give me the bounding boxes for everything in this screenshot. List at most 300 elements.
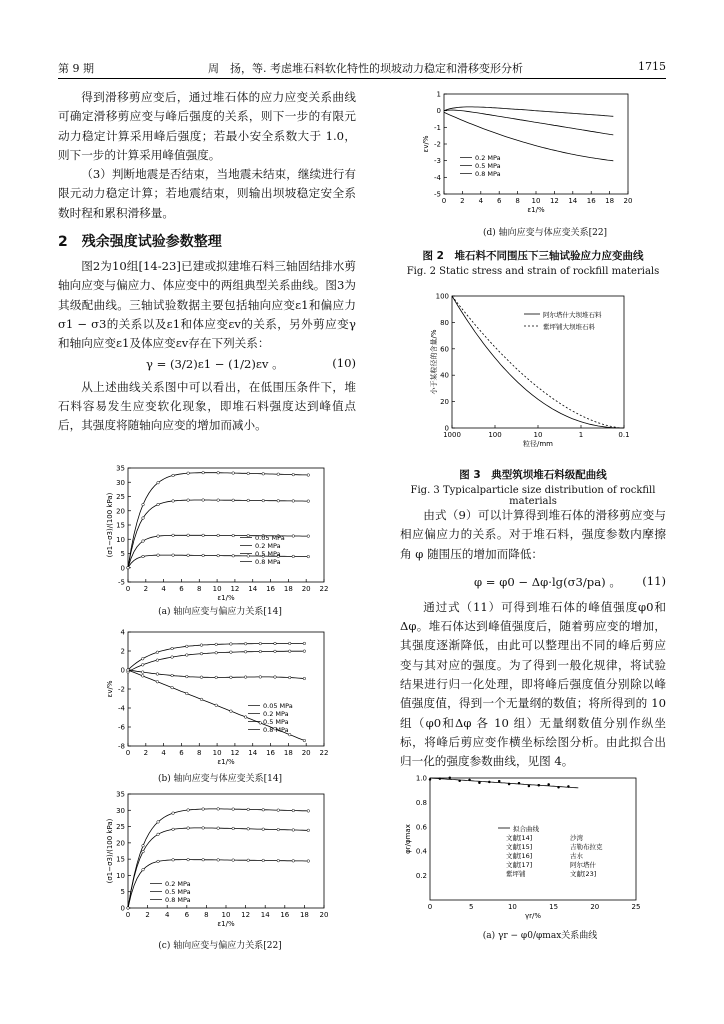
y-tick-label: 100	[435, 292, 449, 301]
y-tick-label: 25	[116, 493, 125, 501]
series-line-a-2-marker	[157, 535, 160, 538]
y-tick-label: 35	[116, 464, 125, 473]
x-tick-label: 0	[125, 585, 131, 593]
series-line-c-2-marker	[292, 860, 295, 863]
page-number: 1715	[638, 60, 666, 73]
data-point	[538, 784, 540, 786]
legend-entry: 文献[16]	[506, 852, 533, 860]
x-tick-label: 8	[197, 585, 202, 593]
y-tick-label: -8	[118, 742, 125, 751]
y-tick-label: 35	[116, 790, 125, 799]
legend-entry: 拟合曲线	[513, 825, 539, 833]
x-tick-label: 22	[319, 749, 329, 757]
legend-entry: 0.5 MPa	[165, 888, 191, 896]
legend-entry: 阿尔塔什大坝堆石料	[543, 311, 602, 319]
series-line-b-0-marker	[141, 657, 144, 660]
series-line-a-1-marker	[172, 500, 175, 503]
x-tick-label: 18	[605, 197, 615, 205]
series-line-a-3-marker	[142, 555, 145, 558]
series-line-b-3-marker	[171, 686, 174, 689]
x-tick-label: 14	[260, 911, 270, 919]
series-line-c-0-marker	[172, 812, 175, 815]
legend-entry: 0.5 MPa	[475, 162, 501, 170]
x-tick-label: 4	[478, 197, 484, 205]
series-line-a-1-marker	[142, 517, 145, 520]
series-line-b-0-marker	[171, 647, 174, 650]
x-tick-label: 20	[623, 197, 633, 205]
series-line-b-2-marker	[156, 673, 159, 676]
section-heading: 2 残余强度试验参数整理	[58, 234, 222, 251]
x-tick-label: 18	[299, 911, 309, 919]
series-line-c-2-marker	[142, 868, 145, 871]
series-line-b-2-marker	[186, 675, 189, 678]
series-line-d-2	[444, 112, 613, 161]
data-point	[557, 786, 559, 788]
series-line-c-2-marker	[217, 859, 220, 862]
x-tick-label: 1	[578, 431, 584, 439]
series-line-b-3-marker	[230, 710, 233, 713]
plot-frame	[444, 94, 628, 194]
y-tick-label: 80	[440, 318, 449, 327]
x-tick-label: 4	[164, 911, 170, 919]
legend-entry: 文献[14]	[506, 834, 533, 842]
series-line-c-1-marker	[187, 827, 190, 830]
series-line-c-1-marker	[217, 827, 220, 830]
series-line-b-1-marker	[244, 650, 247, 653]
legend-entry: 沙湾	[570, 834, 583, 842]
x-tick-label: 8	[515, 197, 520, 205]
data-point	[429, 778, 431, 780]
legend-entry: 文献[23]	[570, 870, 597, 878]
series-line-c-1-marker	[232, 827, 235, 830]
x-axis-label: γr/%	[524, 912, 542, 920]
data-point	[547, 783, 549, 785]
legend-entry: 文献[17]	[506, 861, 533, 869]
y-tick-label: 30	[116, 806, 125, 815]
data-point	[567, 785, 569, 787]
x-tick-label: 8	[204, 911, 209, 919]
x-tick-label: 12	[230, 585, 240, 593]
series-line-b-1-marker	[274, 650, 277, 653]
data-point	[439, 777, 441, 779]
series-line-c-1-marker	[277, 828, 280, 831]
y-tick-label: -2	[434, 140, 441, 149]
y-tick-label: 20	[440, 398, 449, 407]
chart-a-caption: (a) 轴向应变与偏应力关系[14]	[158, 607, 282, 617]
series-line-a-3-marker	[172, 554, 175, 557]
chart-b-caption: (b) 轴向应变与体应变关系[14]	[157, 774, 283, 784]
series-line-a-1-marker	[157, 503, 160, 506]
x-tick-label: 18	[283, 749, 293, 757]
legend-entry: 紫坪铺大坝堆石料	[543, 323, 595, 331]
series-line-b-1-marker	[200, 652, 203, 655]
y-tick-label: 0.2	[415, 872, 427, 881]
series-line-a-0-marker	[157, 481, 160, 484]
x-tick-label: 5	[468, 903, 474, 911]
y-tick-label: 0	[120, 666, 125, 675]
series-line-c-2-marker	[307, 860, 310, 863]
x-tick-label: 22	[319, 585, 329, 593]
paragraph-2: （3）判断地震是否结束，当地震未结束，继续进行有限元动力稳定计算；若地震结束，则输出坝坡稳定安全系数时程和累积滑移量。	[58, 167, 356, 220]
x-tick-label: 0	[125, 749, 131, 757]
x-tick-label: 16	[586, 197, 596, 205]
y-tick-label: 10	[116, 871, 125, 880]
series-line-b-0-marker	[230, 643, 233, 646]
x-tick-label: 25	[631, 903, 641, 911]
y-tick-label: -2	[118, 685, 125, 694]
series-line-c-0-marker	[142, 844, 145, 847]
series-line-b-0-marker	[274, 642, 277, 645]
figure-2-caption-cn: 图 2 堆石料不同围压下三轴试验应力应变曲线	[422, 250, 644, 262]
series-line-c-2-marker	[247, 859, 250, 862]
x-tick-label: 14	[248, 749, 258, 757]
series-line-a-2-marker	[232, 534, 235, 537]
legend-entry: 0.8 MPa	[255, 558, 281, 566]
series-line-b-1-marker	[156, 659, 159, 662]
x-tick-label: 10	[221, 911, 231, 919]
y-tick-label: 0	[120, 564, 125, 573]
x-tick-label: 14	[248, 585, 258, 593]
series-line-c-1-marker	[247, 828, 250, 831]
y-axis-label: εv/%	[422, 135, 430, 153]
x-tick-label: 0	[441, 197, 447, 205]
series-line-a-3-marker	[202, 554, 205, 557]
y-tick-label: -1	[434, 123, 441, 132]
y-tick-label: -4	[434, 173, 441, 182]
y-tick-label: 5	[120, 550, 125, 558]
series-line-b-0-marker	[288, 642, 291, 645]
y-tick-label: 40	[440, 371, 449, 380]
y-tick-label: 0	[444, 424, 449, 433]
series-line-a-0-marker	[247, 472, 250, 475]
series-line-b-3-marker	[215, 704, 218, 707]
x-tick-label: 12	[241, 911, 251, 919]
x-tick-label: 0	[125, 911, 131, 919]
series-line-a-2-marker	[217, 534, 220, 537]
series-line-b-1-marker	[288, 650, 291, 653]
y-tick-label: 4	[120, 628, 125, 637]
y-tick-label: 2	[120, 647, 125, 656]
chart-b-volumetric-strain	[100, 628, 330, 768]
x-tick-label: 6	[184, 911, 190, 919]
series-line-b-0-marker	[200, 644, 203, 647]
data-point	[508, 783, 510, 785]
series-line-b-0	[128, 643, 304, 670]
y-tick-label: 0.4	[415, 847, 427, 856]
series-line-a-0-marker	[292, 473, 295, 476]
series-line-c-2-marker	[277, 859, 280, 862]
x-tick-label: 100	[488, 431, 502, 439]
series-line-b-0-marker	[259, 642, 262, 645]
legend-entry: 吉勒布拉克	[570, 843, 603, 851]
legend-entry: 阿尔塔什	[570, 861, 596, 869]
series-line-b-0-marker	[156, 651, 159, 654]
x-axis-label: 粒径/mm	[523, 440, 553, 448]
y-tick-label: 0.6	[415, 823, 427, 832]
y-tick-label: 25	[116, 823, 125, 832]
y-tick-label: -4	[118, 704, 125, 713]
y-tick-label: -5	[434, 190, 441, 199]
series-line-b-2-marker	[171, 674, 174, 677]
x-tick-label: 2	[460, 197, 465, 205]
series-line-c-0-marker	[307, 810, 310, 813]
series-line-b-3-marker	[200, 698, 203, 701]
series-line-c-2-marker	[202, 858, 205, 861]
series-line-b-1-marker	[186, 654, 189, 657]
series-line-a-2-marker	[292, 535, 295, 538]
series-line-a-0-marker	[202, 471, 205, 474]
equation-11-number: (11)	[642, 573, 666, 588]
figure-3-gradation-chart	[414, 292, 644, 452]
x-axis-label: ε1/%	[527, 206, 545, 214]
series-line-b-3-marker	[186, 692, 189, 695]
x-tick-label: 18	[283, 585, 293, 593]
chart-c-caption: (c) 轴向应变与偏应力关系[22]	[158, 941, 282, 951]
series-line-b-0-marker	[244, 642, 247, 645]
series-line-b-3-marker	[141, 675, 144, 678]
series-line-a-3-marker	[307, 555, 310, 558]
series-line-b-2-marker	[259, 676, 262, 679]
series-line-b-3-marker	[259, 722, 262, 725]
chart-d-volumetric-strain	[410, 88, 650, 214]
y-tick-label: -3	[434, 157, 441, 166]
plot-frame	[430, 778, 636, 900]
paragraph-6: 通过式（11）可得到堆石体的峰值强度φ0和Δφ。堆石体达到峰值强度后，随着剪应变的增加，其强度逐渐降低，由此可以整理出不同的峰后剪应变与其对应的强度。为了得到一般化规律，将试验结果进行归一化处理，即将峰后强度值分别除以峰值强度值，得到一个无量纲的数值；将所得到的 10 组（φ0和Δφ 各 10 组）无量纲数值分别作纵坐标，将峰后剪应变作横坐标绘图分析。由此拟合出归一化的强度参数曲线，见图 4。	[400, 599, 666, 769]
series-line-a-0	[128, 473, 308, 568]
series-line-a-0-marker	[232, 472, 235, 475]
series-line-a-1-marker	[202, 499, 205, 502]
plot-frame	[128, 468, 324, 582]
series-line-c-0-marker	[187, 809, 190, 812]
x-tick-label: 12	[230, 749, 240, 757]
series-line-b-3-marker	[288, 733, 291, 736]
plot-frame	[128, 632, 324, 746]
running-header	[58, 60, 666, 76]
series-line-b-2-marker	[244, 676, 247, 679]
x-tick-label: 0.1	[618, 431, 630, 439]
series-line-b-0-marker	[215, 643, 218, 646]
y-tick-label: 30	[116, 478, 125, 487]
series-line-c-0-marker	[292, 809, 295, 812]
series-line-d-1	[444, 110, 613, 135]
x-tick-label: 8	[197, 749, 202, 757]
series-line-a-3-marker	[292, 555, 295, 558]
series-line-a-2-marker	[142, 540, 145, 543]
figure-3-caption-cn: 图 3 典型筑坝堆石料级配曲线	[459, 469, 607, 481]
series-line-b-1-marker	[171, 656, 174, 659]
series-line-a-2-marker	[247, 534, 250, 537]
legend-entry: 紫坪铺	[506, 870, 526, 878]
x-tick-label: 16	[266, 749, 276, 757]
series-line-b-1-marker	[303, 650, 306, 653]
series-line-c-2-marker	[172, 859, 175, 862]
series-line-c-0-marker	[217, 808, 220, 811]
figure-4-caption: (a) γr − φ0/φmax关系曲线	[482, 931, 598, 941]
series-line-c-1-marker	[142, 850, 145, 853]
series-line-a-0-marker	[307, 474, 310, 477]
y-tick-label: 0	[436, 107, 441, 116]
y-axis-label: φr/φmax	[404, 824, 412, 854]
series-line-b-2-marker	[274, 676, 277, 679]
series-line-b-0-marker	[186, 645, 189, 648]
series-line-b-3-marker	[244, 716, 247, 719]
series-line-c-2-marker	[262, 859, 265, 862]
series-line-b-2-marker	[200, 676, 203, 679]
series-line-a-1-marker	[292, 500, 295, 503]
series-line-a-0-marker	[217, 471, 220, 474]
data-point	[518, 782, 520, 784]
legend-entry: 0.8 MPa	[165, 896, 191, 904]
y-tick-label: -5	[118, 578, 125, 587]
x-tick-label: 10	[531, 197, 541, 205]
legend-entry: 0.5 MPa	[263, 718, 289, 726]
series-line-a-3-marker	[157, 554, 160, 557]
y-axis-label: (σ1−σ3)/(100 kPa)	[106, 492, 114, 558]
data-point	[498, 780, 500, 782]
series-line-c-2-marker	[157, 860, 160, 863]
series-line-a-1-marker	[217, 499, 220, 502]
series-line-b-1-marker	[141, 664, 144, 667]
series-line-b-3-marker	[156, 680, 159, 683]
y-tick-label: 60	[440, 345, 449, 354]
equation-10-formula: γ = (3/2)ε1 − (1/2)εv 。	[146, 356, 284, 371]
y-tick-label: 5	[120, 888, 125, 897]
series-line-c-0-marker	[262, 808, 265, 811]
running-title: 周 扬，等. 考虑堆石料软化特性的坝坡动力稳定和滑移变形分析	[208, 62, 523, 75]
series-line-c-0-marker	[247, 808, 250, 811]
x-tick-label: 1000	[443, 431, 461, 439]
y-tick-label: 10	[116, 535, 125, 544]
series-line-a-0-marker	[262, 473, 265, 476]
y-tick-label: 1.0	[415, 774, 427, 783]
paragraph-5: 由式（9）可以计算得到堆石体的滑移剪应变与相应偏应力的关系。对于堆石料，强度参数内摩擦角 φ 随围压的增加而降低：	[400, 508, 666, 561]
series-line-a-3-marker	[217, 554, 220, 557]
equation-11	[400, 564, 666, 598]
legend-entry: 古水	[570, 852, 583, 860]
equation-10-number: (10)	[332, 355, 356, 370]
series-line-b-2-marker	[230, 676, 233, 679]
legend-entry: 0.05 MPa	[263, 702, 293, 710]
series-line-a-2-marker	[172, 534, 175, 537]
y-tick-label: 20	[116, 507, 125, 516]
x-tick-label: 2	[145, 911, 150, 919]
data-point	[468, 779, 470, 781]
series-line-b-1-marker	[259, 650, 262, 653]
x-tick-label: 4	[161, 749, 166, 757]
x-tick-label: 6	[179, 749, 184, 757]
series-line-c-1-marker	[262, 828, 265, 831]
series-line-c-1-marker	[157, 833, 160, 836]
x-axis-label: ε1/%	[217, 594, 235, 602]
paragraph-1: 得到滑移剪应变后，通过堆石体的应力应变关系曲线可确定滑移剪应变与峰后强度的关系，则下一步的有限元动力稳定计算采用峰后强度；若最小安全系数大于 1.0，则下一步的计算采用峰值强度。	[58, 90, 356, 162]
series-line-c-0-marker	[232, 808, 235, 811]
y-tick-label: -6	[118, 723, 125, 732]
series-line-b-2-marker	[288, 676, 291, 679]
y-axis-label: εv/%	[106, 680, 114, 698]
series-line-c-0-marker	[202, 808, 205, 811]
x-axis-label: ε1/%	[217, 758, 235, 766]
series-line-a-2-marker	[187, 534, 190, 537]
series-line-a-1-marker	[232, 499, 235, 502]
series-line-a-1-marker	[262, 499, 265, 502]
figure-2-caption-en: Fig. 2 Static stress and strain of rockfill materials	[406, 266, 660, 277]
left-column	[58, 88, 356, 435]
y-tick-label: 0	[120, 904, 125, 913]
x-tick-label: 0	[427, 903, 433, 911]
series-line-a-1-marker	[307, 500, 310, 503]
x-tick-label: 4	[161, 585, 166, 593]
series-line-c-1-marker	[202, 827, 205, 830]
data-point	[528, 785, 530, 787]
x-tick-label: 10	[212, 585, 222, 593]
series-line-c-0-marker	[277, 809, 280, 812]
y-tick-label: 0.8	[415, 798, 427, 807]
series-line-c-1-marker	[292, 829, 295, 832]
x-tick-label: 20	[301, 585, 311, 593]
x-tick-label: 15	[549, 903, 559, 911]
legend-entry: 0.5 MPa	[255, 550, 281, 558]
x-tick-label: 2	[143, 749, 149, 757]
series-line-a-2-marker	[202, 534, 205, 537]
series-line-b-1-marker	[215, 651, 218, 654]
data-point	[478, 782, 480, 784]
data-point	[458, 780, 460, 782]
x-tick-label: 20	[319, 911, 329, 919]
x-tick-label: 10	[507, 903, 517, 911]
series-line-a-3-marker	[232, 554, 235, 557]
series-line-a-1-marker	[247, 499, 250, 502]
x-tick-label: 16	[266, 585, 276, 593]
legend-entry: 0.2 MPa	[475, 154, 501, 162]
legend-entry: 0.05 MPa	[255, 534, 285, 542]
x-tick-label: 20	[301, 749, 311, 757]
chart-c-stress-strain	[100, 792, 330, 927]
x-tick-label: 20	[590, 903, 600, 911]
y-axis-label: 小于某粒径的含量/%	[430, 329, 438, 395]
chart-d-caption: (d) 轴向应变与体应变关系[22]	[482, 228, 608, 238]
series-line-a-1-marker	[277, 499, 280, 502]
paragraph-4: 从上述曲线关系图中可以看出，在低围压条件下，堆石料容易发生应变软化现象，即堆石料强度达到峰值点后，其强度将随轴向应变的增加而减小。	[58, 379, 356, 433]
legend-entry: 0.8 MPa	[475, 170, 501, 178]
y-tick-label: 20	[116, 839, 125, 848]
figure-4-normalized-strength	[400, 774, 650, 924]
series-line-c-0-marker	[157, 821, 160, 824]
series-line-a-2-marker	[307, 535, 310, 538]
series-line-c-2-marker	[127, 907, 130, 910]
paragraph-3: 图2为10组[14-23]已建或拟建堆石料三轴固结排水剪轴向应变与偏应力、体应变中的两组典型关系曲线。图3为其级配曲线。三轴试验数据主要包括轴向应变ε1和偏应力σ1 − σ3的关系以及ε1和体应变εv的关系，另外剪应变γ和轴向应变ε1及体应变εv存在下列关系：	[58, 259, 356, 351]
series-line-c-1-marker	[307, 829, 310, 832]
y-tick-label: 15	[116, 521, 125, 530]
y-axis-label: (σ1−σ3)/(100 kPa)	[106, 818, 114, 884]
legend-entry: 文献[15]	[506, 843, 533, 851]
x-tick-label: 10	[533, 431, 543, 439]
series-line-a-3-marker	[247, 555, 250, 558]
series-line-c-1-marker	[172, 828, 175, 831]
data-point	[488, 781, 490, 783]
x-tick-label: 14	[568, 197, 578, 205]
series-line-b-3-marker	[127, 669, 130, 672]
equation-11-formula: φ = φ0 − Δφ·lg(σ3/pa) 。	[474, 574, 621, 589]
x-tick-label: 12	[549, 197, 559, 205]
series-line-b-0-marker	[303, 642, 306, 645]
fit-curve	[430, 778, 578, 788]
header-rule	[58, 78, 666, 79]
series-line-a-0-marker	[187, 472, 190, 475]
series-line-c-1	[128, 828, 308, 908]
series-line-b-2-marker	[303, 677, 306, 680]
series-line-b-1-marker	[230, 651, 233, 654]
legend-entry: 0.8 MPa	[263, 726, 289, 734]
